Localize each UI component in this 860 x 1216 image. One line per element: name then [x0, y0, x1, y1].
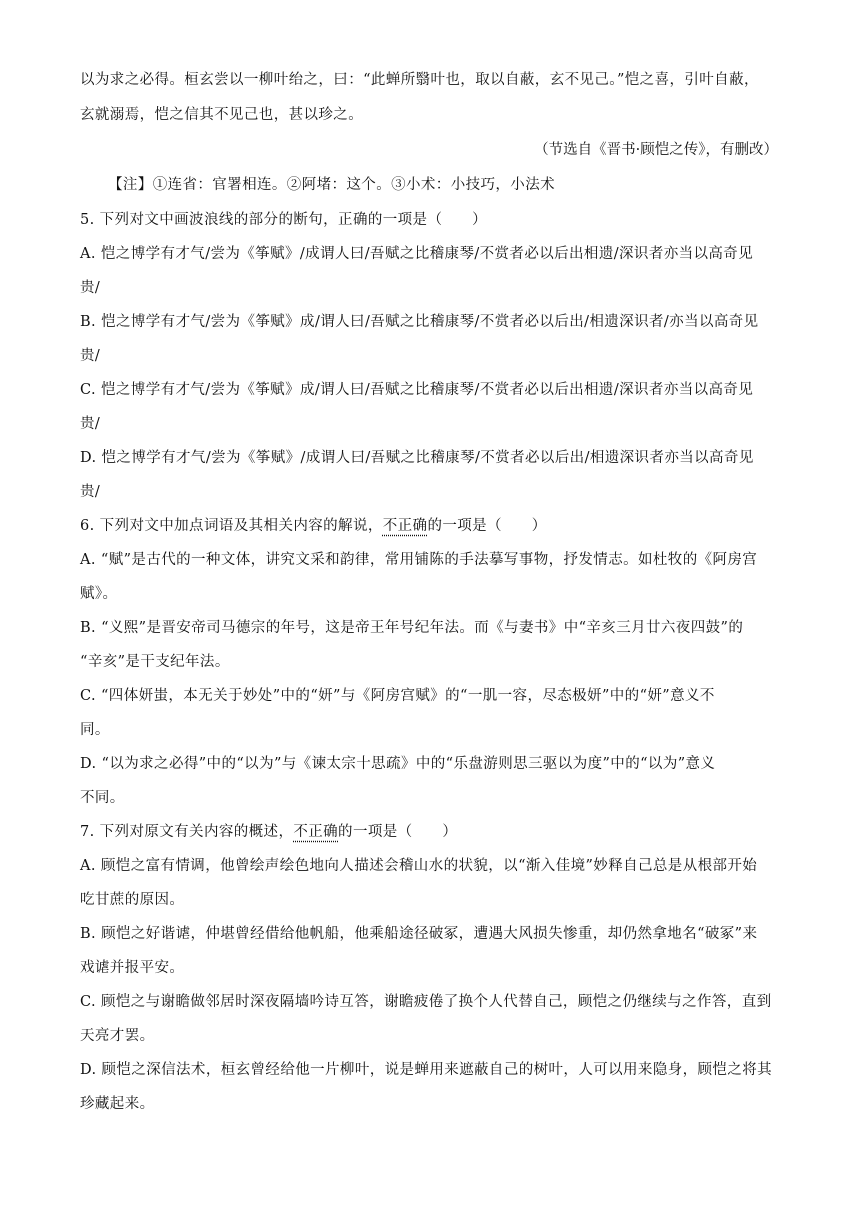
q7-option-b-cont: 戏谑并报平安。 — [80, 960, 185, 976]
question-5-stem: 5. 下列对文中画波浪线的部分的断句，正确的一项是（ ） — [80, 212, 488, 228]
question-7-stem — [80, 822, 780, 842]
q7-option-a-cont: 吃甘蔗的原因。 — [80, 892, 185, 908]
q6-stem-pre: 6. 下列对文中加点词语及其相关内容的解说， — [80, 518, 383, 534]
q7-stem-pre: 7. 下列对原文有关内容的概述， — [80, 824, 294, 840]
q6-option-a-cont: 赋》。 — [80, 586, 118, 602]
passage-line: 玄就溺焉，恺之信其不见己也，甚以珍之。 — [80, 107, 364, 123]
q6-option-b-cont: “辛亥”是干支纪年法。 — [80, 654, 230, 670]
q6-option-d-cont: 不同。 — [80, 790, 125, 806]
q5-option-d-cont: 贵/ — [80, 484, 101, 500]
q7-option-d-cont: 珍藏起来。 — [80, 1096, 155, 1112]
q6-option-a: A. “赋”是古代的一种文体，讲究文采和韵律，常用铺陈的手法摹写事物，抒发情志。如杜牧的《阿房宫 — [80, 552, 758, 568]
q5-option-b-cont: 贵/ — [80, 348, 101, 364]
q5-option-a-cont: 贵/ — [80, 280, 101, 296]
q6-option-c: C. “四体妍蚩，本无关于妙处”中的“妍”与《阿房宫赋》的“一肌一容，尽态极妍”中的“妍”意义不 — [80, 688, 715, 704]
q5-option-a: A. 恺之博学有才气/尝为《筝赋》/成谓人曰/吾赋之比稽康琴/不赏者必以后出相遗/深识者亦当以高奇见 — [80, 246, 754, 262]
q5-option-d: D. 恺之博学有才气/尝为《筝赋》/成谓人曰/吾赋之比稽康琴/不赏者必以后出/相遗深识者亦当以高奇见 — [80, 450, 754, 466]
passage-line: 以为求之必得。桓玄尝以一柳叶绐之，曰：“此蝉所翳叶也，取以自蔽，玄不见己。”恺之喜，引叶自蔽， — [80, 72, 759, 88]
q7-option-c: C. 顾恺之与谢瞻做邻居时深夜隔墙吟诗互答，谢瞻疲倦了换个人代替自己，顾恺之仍继续与之作答，直到 — [80, 994, 772, 1010]
q7-option-b: B. 顾恺之好谐谑，仲堪曾经借给他帆船，他乘船途径破冢，遭遇大风损失惨重，却仍然拿地名“破冢”来 — [80, 926, 758, 942]
q7-stem-emphasis: 不正确 — [293, 824, 339, 840]
q7-stem-post: 的一项是（ ） — [338, 824, 458, 840]
q5-option-c: C. 恺之博学有才气/尝为《筝赋》成/谓人曰/吾赋之比稽康琴/不赏者必以后出相遗/深识者亦当以高奇见 — [80, 382, 754, 398]
question-6-stem — [80, 516, 780, 536]
q7-option-a: A. 顾恺之富有情调，他曾绘声绘色地向人描述会稽山水的状貌，以“渐入佳境”妙释自己总是从根部开始 — [80, 858, 758, 874]
q5-option-b: B. 恺之博学有才气/尝为《筝赋》成/谓人曰/吾赋之比稽康琴/不赏者必以后出/相遗深识者/亦当以高奇见 — [80, 314, 759, 330]
q6-stem-emphasis: 不正确 — [382, 518, 428, 534]
q6-option-b: B. “义熙”是晋安帝司马德宗的年号，这是帝王年号纪年法。而《与妻书》中“辛亥三月廿六夜四鼓”的 — [80, 620, 744, 636]
q6-stem-post: 的一项是（ ） — [427, 518, 547, 534]
q6-option-d: D. “以为求之必得”中的“以为”与《谏太宗十思疏》中的“乐盘游则思三驱以为度”中的“以为”意义 — [80, 756, 716, 772]
q7-option-c-cont: 天亮才罢。 — [80, 1028, 155, 1044]
passage-source: （节选自《晋书·顾恺之传》，有删改） — [534, 142, 778, 158]
q7-option-d: D. 顾恺之深信法术，桓玄曾经给他一片柳叶，说是蝉用来遮蔽自己的树叶，人可以用来隐身，顾恺之将其 — [80, 1062, 773, 1078]
q5-option-c-cont: 贵/ — [80, 416, 101, 432]
annotation-note: 【注】①连省：官署相连。②阿堵：这个。③小术：小技巧，小法术 — [108, 177, 555, 193]
q6-option-c-cont: 同。 — [80, 722, 110, 738]
